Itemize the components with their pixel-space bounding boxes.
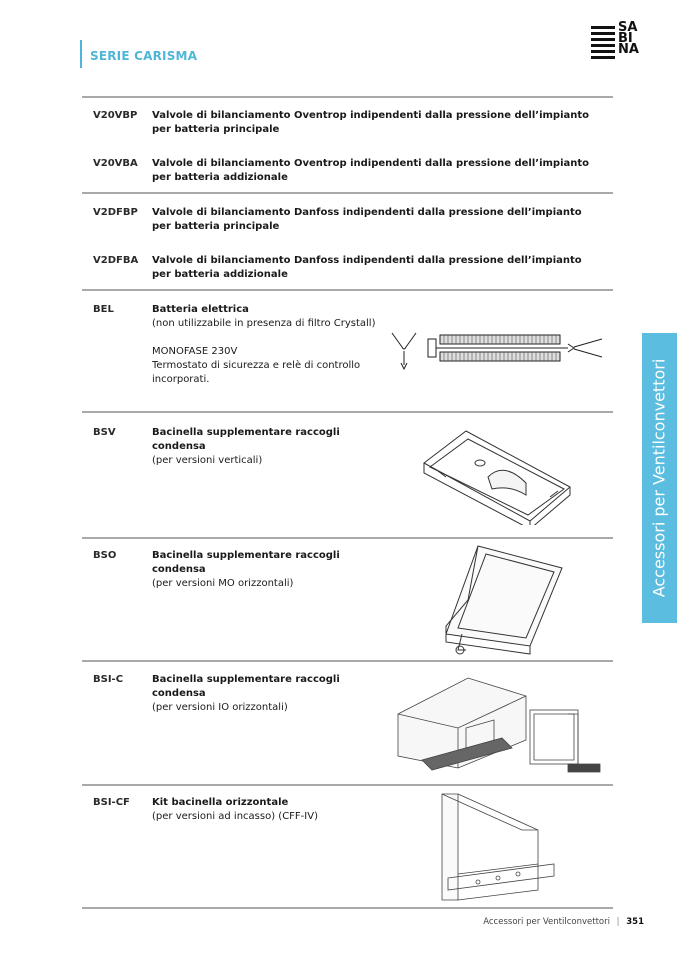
logo-text: SA BI NA (618, 20, 639, 57)
item-code: BSI-C (93, 674, 124, 685)
page-number: 351 (626, 917, 644, 927)
item-description: Valvole di bilanciamento Danfoss indipendenti dalla pressione dell’impianto per batteria principale (152, 207, 582, 232)
io-tray-illustration (382, 668, 612, 780)
item-code: BSO (93, 550, 117, 561)
item-description: Bacinella supplementare raccogli condensa (per versioni verticali) (152, 427, 340, 466)
item-code: V20VBA (93, 158, 138, 169)
horizontal-tray-illustration (438, 542, 568, 660)
vertical-tray-illustration (418, 425, 578, 525)
item-code: BSI-CF (93, 797, 130, 808)
series-accent-bar (80, 40, 82, 68)
item-code: BEL (93, 304, 114, 315)
section-side-label: Accessori per Ventilconvettori (649, 358, 669, 598)
divider (82, 907, 613, 909)
footer-section: Accessori per Ventilconvettori (483, 917, 610, 927)
item-code: V2DFBA (93, 255, 139, 266)
divider (82, 289, 613, 291)
series-title: SERIE CARISMA (90, 49, 198, 63)
logo-stripes (587, 24, 617, 64)
item-description: Valvole di bilanciamento Oventrop indipendenti dalla pressione dell’impianto per batteria principale (152, 110, 590, 135)
divider (82, 96, 613, 98)
item-description: Bacinella supplementare raccogli condensa (per versioni IO orizzontali) (152, 674, 340, 713)
item-code: V20VBP (93, 110, 138, 121)
item-description: Kit bacinella orizzontale (per versioni ad incasso) (CFF-IV) (152, 797, 318, 822)
item-code: V2DFBP (93, 207, 138, 218)
divider (82, 192, 613, 194)
divider (82, 660, 613, 662)
divider (82, 411, 613, 413)
item-code: BSV (93, 427, 116, 438)
item-description: Valvole di bilanciamento Danfoss indipendenti dalla pressione dell’impianto per batteria addizionale (152, 255, 582, 280)
divider (82, 537, 613, 539)
footer-separator: | (616, 917, 620, 927)
item-description: Batteria elettrica (non utilizzabile in presenza di filtro Crystall) MONOFASE 230V Termostato di sicurezza e relè di controllo incorporati. (152, 304, 376, 385)
item-description: Valvole di bilanciamento Oventrop indipendenti dalla pressione dell’impianto per batteria addizionale (152, 158, 590, 183)
page-footer (480, 917, 644, 927)
divider (82, 784, 613, 786)
item-description: Bacinella supplementare raccogli condensa (per versioni MO orizzontali) (152, 550, 340, 589)
electric-heater-illustration (388, 325, 613, 375)
recessed-tray-kit-illustration (438, 790, 558, 904)
